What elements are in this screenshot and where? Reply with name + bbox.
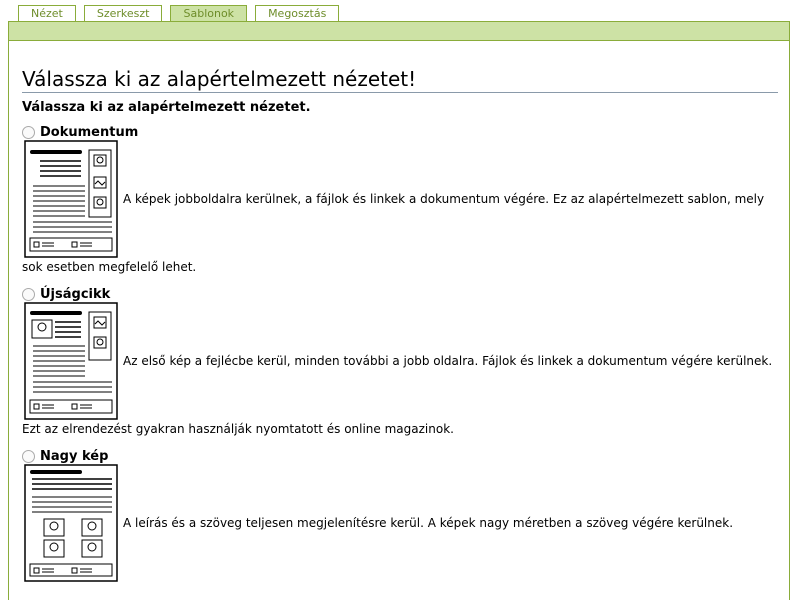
document-layout-thumbnail bbox=[24, 140, 118, 258]
big-image-layout-thumbnail bbox=[24, 464, 118, 582]
option-description: A képek jobboldalra kerülnek, a fájlok és linkek a dokumentum végére. Ez az alapértelmezett sablon, mely bbox=[123, 192, 765, 206]
toolbar-strip bbox=[8, 21, 790, 41]
form-subtitle: Válassza ki az alapértelmezett nézetet. bbox=[22, 100, 311, 115]
option-label[interactable] bbox=[22, 448, 788, 464]
option-dokumentum bbox=[22, 124, 788, 276]
tab-nezet[interactable]: Nézet bbox=[18, 5, 76, 21]
option-description: A leírás és a szöveg teljesen megjelenítésre kerül. A képek nagy méretben a szöveg végére kerülnek. bbox=[123, 516, 734, 530]
option-description-cont: Ezt az elrendezést gyakran használják nyomtatott és online magazinok. bbox=[22, 422, 454, 436]
option-nagy-kep bbox=[22, 448, 788, 582]
radio-nagy-kep[interactable] bbox=[22, 450, 35, 463]
content-panel bbox=[8, 40, 790, 600]
radio-dokumentum[interactable] bbox=[22, 126, 35, 139]
option-title: Dokumentum bbox=[40, 124, 139, 140]
option-title: Újságcikk bbox=[40, 286, 111, 302]
page-title: Válassza ki az alapértelmezett nézetet! bbox=[22, 67, 778, 93]
option-description-cont: sok esetben megfelelő lehet. bbox=[22, 260, 197, 274]
option-ujsagcikk bbox=[22, 286, 788, 438]
option-label[interactable] bbox=[22, 124, 788, 140]
tab-bar bbox=[18, 5, 339, 22]
option-title: Nagy kép bbox=[40, 448, 109, 464]
tab-megosztas[interactable]: Megosztás bbox=[255, 5, 339, 21]
tab-szerkeszt[interactable]: Szerkeszt bbox=[84, 5, 163, 21]
tab-sablonok[interactable]: Sablonok bbox=[170, 5, 247, 22]
option-list bbox=[22, 124, 788, 592]
article-layout-thumbnail bbox=[24, 302, 118, 420]
option-label[interactable] bbox=[22, 286, 788, 302]
option-description: Az első kép a fejlécbe kerül, minden további a jobb oldalra. Fájlok és linkek a dokumentum végére kerülnek. bbox=[123, 354, 773, 368]
radio-ujsagcikk[interactable] bbox=[22, 288, 35, 301]
